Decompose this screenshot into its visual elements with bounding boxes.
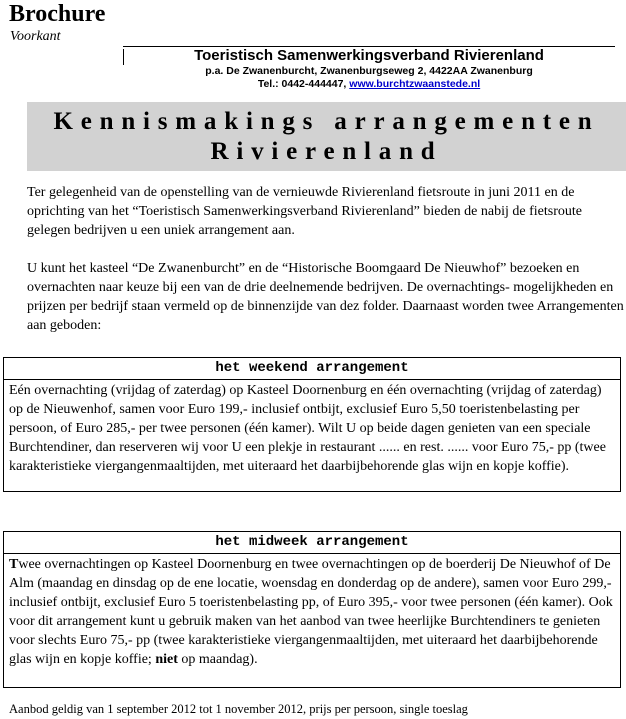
website-link[interactable]: www.burchtzwaanstede.nl [349, 78, 481, 90]
midweek-offer-text [4, 554, 620, 673]
banner-line-2: Rivierenland [210, 138, 443, 165]
midweek-emphasis: niet [155, 652, 178, 667]
midweek-first-letter: T [9, 557, 19, 572]
midweek-text-end: op maandag). [177, 652, 258, 667]
organization-block [123, 47, 615, 91]
validity-note: Aanbod geldig van 1 september 2012 tot 1 november 2012, prijs per persoon, single toeslag [9, 702, 468, 716]
weekend-offer-text: Eén overnachting (vrijdag of zaterdag) op Kasteel Doornenburg en één overnachting (vrijdag of zaterdag) op de Nieuwenhof, samen voor Euro 199,- inclusief ontbijt, exclusief Euro 5,50 toeristenbelasting per persoon, of Euro 285,- per twee personen (één kamer). Wilt U op beide dagen genieten van een speciale Burchtendiner, dan reserveren wij voor U een plekje in restaurant ...... en rest. ...... voor Euro 75,- pp (twee karakteristieke viergangenmaaltijden, met uiteraard het daarbijbehorende glas wijn en kopje koffie). [9, 383, 606, 474]
page-banner [27, 102, 626, 171]
text-cursor [123, 49, 124, 65]
organization-name: Toeristisch Samenwerkingsverband Rivierenland [194, 47, 544, 64]
banner-line-1: Kennismakings arrangementen [53, 108, 600, 135]
document-title: Brochure [9, 1, 106, 27]
organization-address: p.a. De Zwanenburcht, Zwanenburgseweg 2, 4422AA Zwanenburg [205, 65, 533, 77]
intro-paragraph-2: U kunt het kasteel “De Zwanenburcht” en de “Historische Boomgaard De Nieuwhof” bezoeken en overnachten naar keuze bij een van de drie deelnemende bedrijven. De overnachtings- mogelijkheden en prijzen per bedrijf staan vermeld op de binnenzijde van dez folder. Daarnaast worden twee Arrangementen aan geboden: [27, 261, 624, 333]
phone-number: Tel.: 0442-444447, [257, 78, 347, 90]
midweek-offer-title: het midweek arrangement [4, 532, 620, 554]
intro-paragraph-1: Ter gelegenheid van de openstelling van de vernieuwde Rivierenland fietsroute in juni 2011 en de oprichting van het “Toeristisch Samenwerkingsverband Rivierenland” bieden de nabij de fietsroute gelegen bedrijven u een uniek arrangement aan. [27, 185, 582, 238]
document-subtitle: Voorkant [10, 29, 61, 44]
midweek-offer-box [3, 531, 621, 688]
midweek-text-main: wee overnachtingen op Kasteel Doornenburg en twee overnachtingen op de boerderij De Nieuwhof of De Alm (maandag en dinsdag op de ene locatie, woensdag en donderdag op de andere), samen voor Euro 299,- inclusief ontbijt, exclusief Euro 5 toeristenbelasting pp, of Euro 395,- voor twee personen (één kamer). Ook voor dit arrangement kunt u gebruik maken van het aanbod van twee heerlijke Burchtendiners te genieten voor slechts Euro 75,- pp (twee karakteristieke viergangenmaaltijden, met uiteraard het daarbijbehorende glas wijn en kopje koffie; [9, 557, 613, 667]
organization-contact [123, 78, 615, 91]
weekend-offer-box [3, 357, 621, 492]
weekend-offer-title: het weekend arrangement [4, 358, 620, 380]
